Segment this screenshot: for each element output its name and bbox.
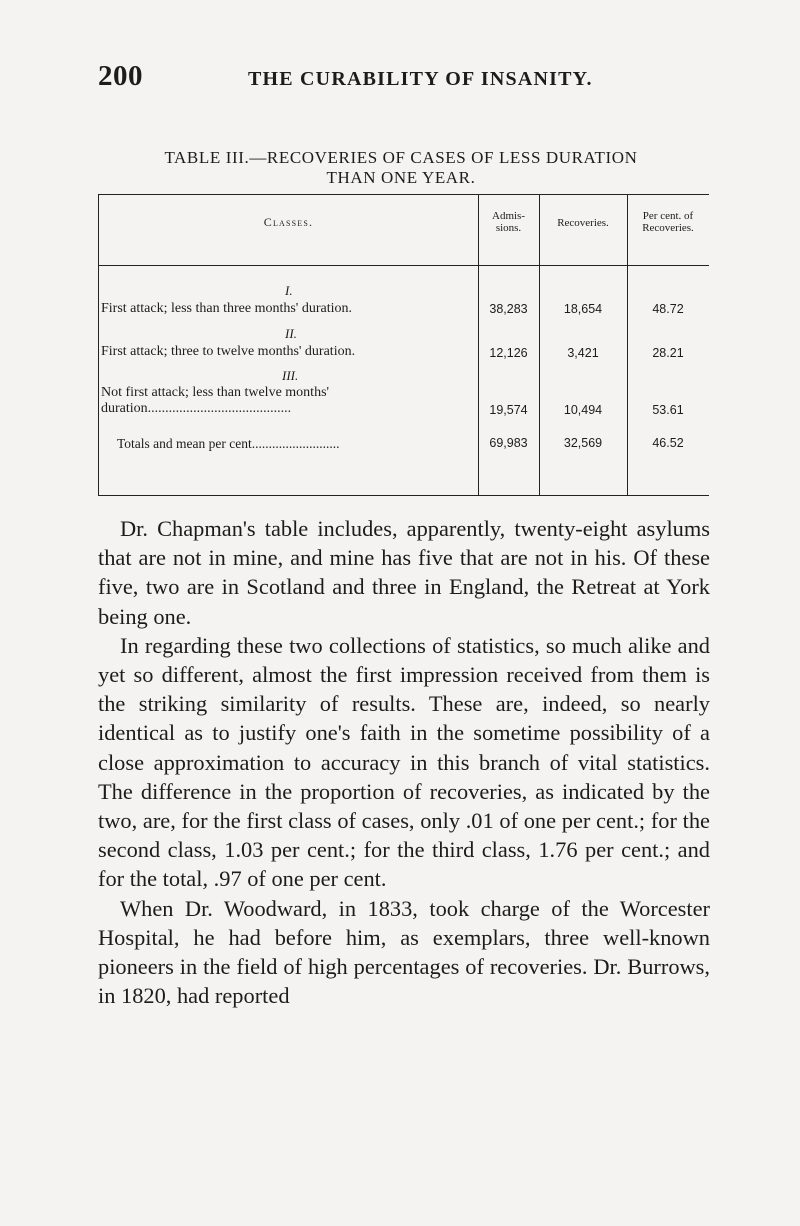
row-1-percent: 48.72 (652, 302, 684, 316)
column-header-recoveries: Recoveries. (557, 217, 609, 229)
column-header-admissions-line-1: Admis- (492, 210, 525, 222)
header-divider (99, 265, 709, 266)
row-3-description-line-1: Not first attack; less than twelve months' (101, 385, 330, 400)
table-title-line-1: TABLE III.—RECOVERIES OF CASES OF LESS DURATION (164, 148, 638, 167)
page-number: 200 (98, 60, 143, 92)
column-header-classes: Classes. (263, 215, 314, 229)
row-1-numeral: I. (285, 283, 293, 298)
column-header-percent-line-2: Recoveries. (642, 222, 694, 234)
row-3-description-line-2: duration......................................... (101, 401, 292, 416)
running-head: THE CURABILITY OF INSANITY. (248, 68, 593, 90)
column-divider (539, 195, 540, 495)
table-title (96, 148, 706, 188)
row-2-percent: 28.21 (652, 346, 684, 360)
recoveries-table (98, 194, 709, 496)
totals-admissions: 69,983 (489, 436, 528, 450)
paragraph: Dr. Chapman's table includes, apparently, twenty-eight asylums that are not in mine, and mine has five that are not in his. Of these five, two are in Scotland and three in England, the Retreat at York being one. (98, 516, 710, 629)
row-3-recoveries: 10,494 (563, 403, 603, 417)
row-3-admissions: 19,574 (489, 403, 528, 417)
row-2-numeral: II. (285, 326, 297, 341)
paragraph: In regarding these two collections of statistics, so much alike and yet so different, almost the first impression received from them is the striking similarity of results. These are, indeed, so nearly identical as to justify one's faith in the sometime possibility of a close approximation to accuracy in this branch of vital statistics. The difference in the proportion of recoveries, as indicated by the two, are, for the first class of cases, only .01 of one per cent.; for the second class, 1.03 per cent.; for the third class, 1.76 per cent.; and for the total, .97 of one per cent. (98, 632, 710, 892)
table-title-line-2: THAN ONE YEAR. (326, 168, 476, 187)
column-header-percent-line-1: Per cent. of (642, 210, 694, 222)
column-divider (478, 195, 479, 495)
row-2-description: First attack; three to twelve months' duration. (101, 344, 356, 359)
paragraph: When Dr. Woodward, in 1833, took charge of the Worcester Hospital, he had before him, as exemplars, three well-known pioneers in the field of high percentages of recoveries. Dr. Burrows, in 1820, had reported (98, 895, 710, 1009)
body-text (98, 514, 710, 1010)
row-2-recoveries: 3,421 (567, 346, 599, 360)
row-1-recoveries: 18,654 (563, 302, 603, 316)
row-1-description: First attack; less than three months' duration. (101, 301, 352, 316)
column-header-admissions-line-2: sions. (495, 222, 522, 234)
row-1-admissions: 38,283 (489, 302, 528, 316)
column-divider (627, 195, 628, 495)
column-header-admissions (478, 210, 539, 234)
column-header-percent (627, 210, 709, 234)
totals-label: Totals and mean per cent.......................... (117, 436, 340, 451)
totals-percent: 46.52 (652, 436, 684, 450)
row-3-percent: 53.61 (652, 403, 684, 417)
row-3-numeral: III. (282, 368, 299, 383)
page-header (98, 60, 704, 110)
row-2-admissions: 12,126 (489, 346, 528, 360)
totals-recoveries: 32,569 (563, 436, 603, 450)
